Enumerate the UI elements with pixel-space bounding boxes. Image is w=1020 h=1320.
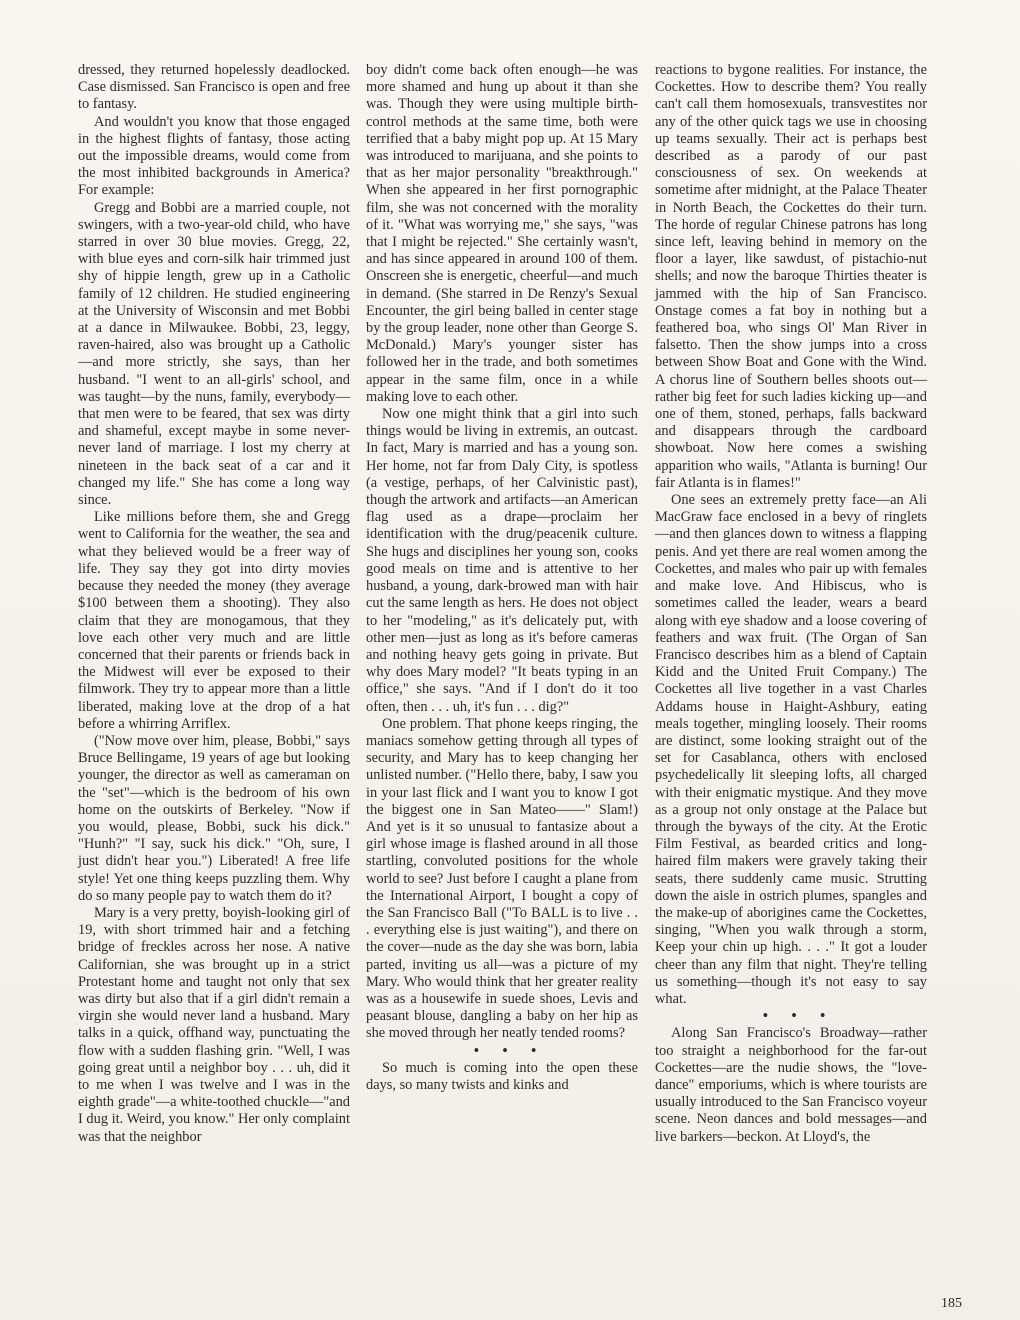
text-column-3 [655,62,927,1146]
paragraph: Mary is a very pretty, boyish-looking girl of 19, with short trimmed hair and a fetching bridge of freckles across her nose. A native Californian, she was brought up in a strict Protestant home and taught not only that sex was dirty but also that if a girl didn't remain a virgin she would never land a husband. Mary talks in a quick, offhand way, punctuating the flow with a sudden flashing grin. "Well, I was going great until a neighbor boy . . . uh, did it to me when I was twelve and I was in the eighth grade"—a white-toothed chuckle—"and I dug it. Weird, you know." Her only complaint was that the neighbor [78,904,350,1145]
paragraph: boy didn't come back often enough—he was more shamed and hung up about it than she was. Though they were using multiple birth-control methods at the same time, both were terrified that a baby might pop up. At 15 Mary was introduced to marijuana, and she points to that as her major personality "breakthrough." When she appeared in her first pornographic film, she was not concerned with the morality of it. "What was worrying me," she says, "was that I might be rejected." She certainly wasn't, and has since appeared in around 100 of them. Onscreen she is energetic, cheerful—and much in demand. (She starred in De Renzy's Sexual Encounter, the girl being balled in center stage by the group leader, none other than George S. McDonald.) Mary's younger sister has followed her in the trade, and both sometimes appear in the same film, once in a while making love to each other. [366,62,638,405]
paragraph: So much is coming into the open these days, so many twists and kinks and [366,1059,638,1093]
text-column-1 [78,62,350,1146]
paragraph: And wouldn't you know that those engaged in the highest flights of fantasy, those acting out the impossible dreams, would come from the most inhibited backgrounds in America? For example: [78,113,350,199]
paragraph: Like millions before them, she and Gregg went to California for the weather, the sea and what they believed would be a freer way of life. They say they got into dirty movies because they needed the money (they average $100 between them a shooting). They also claim that they are monogamous, that they love each other very much and are little concerned that their parents or friends back in the Midwest will ever be exposed to their filmwork. They try to appear more than a little liberated, making love at the drop of a hat before a whirring Arriflex. [78,509,350,732]
paragraph: One problem. That phone keeps ringing, the maniacs somehow getting through all types of security, and Mary has to keep changing her unlisted number. ("Hello there, baby, I saw you in your last flick and I want you to know I got the biggest one in San Mateo——" Slam!) And yet is it so unusual to fantasize about a girl whose image is flashed around in all those startling, convoluted positions for the whole world to see? Just before I caught a plane from the International Airport, I bought a copy of the San Francisco Ball ("To BALL is to live . . . everything else is just waiting"), and there on the cover—nude as the day she was born, labia parted, inviting us all—was a picture of my Mary. Who would think that her greater reality was as a housewife in suede shoes, Levis and peasant blouse, dangling a baby on her hip as she moved through her neatly tended rooms? [366,715,638,1042]
paragraph: ("Now move over him, please, Bobbi," says Bruce Bellingame, 19 years of age but looking younger, the director as well as cameraman on the "set"—which is the bedroom of his own home on the outskirts of Berkeley. "Now if you would, please, Bobbi, suck his dick." "Hunh?" "I say, suck his dick." "Oh, sure, I just didn't hear you.") Liberated! A free life style! Yet one thing keeps puzzling them. Why do so many people pay to watch them do it? [78,732,350,904]
paragraph: reactions to bygone realities. For instance, the Cockettes. How to describe them? You really can't call them homosexuals, transvestites nor any of the other quick tags we use in choosing up teams sexually. Their act is perhaps best described as a parody of our past consciousness of sex. On weekends at sometime after midnight, at the Palace Theater in North Beach, the Cockettes do their turn. The horde of regular Chinese patrons has long since left, leaving behind in memory on the floor a layer, like sawdust, of pistachio-nut shells; and now the baroque Thirties theater is jammed with the hip of San Francisco. Onstage comes a fat boy in nothing but a feathered boa, who sings Ol' Man River in falsetto. Then the show jumps into a cross between Show Boat and Gone with the Wind. A chorus line of Southern belles shoots out—rather big feet for such ladies kicking up—and one of them, stoned, perhaps, falls backward and disappears through the cardboard showboat. Now here comes a swishing apparition who wails, "Atlanta is burning! Our fair Atlanta is in flames!" [655,62,927,491]
section-break: • • • [473,1042,547,1059]
paragraph: Now one might think that a girl into such things would be living in extremis, an outcast. In fact, Mary is married and has a young son. Her home, not far from Daly City, is spotless (a vestige, perhaps, of her Calvinistic past), though the artwork and artifacts—an American flag used as a drape—proclaim her identification with the drug/peacenik culture. She hugs and disciplines her young son, cooks good meals on time and is attentive to her husband, a young, dark-browed man with hair cut the same length as hers. He does not object to her "modeling," as it's delicately put, with other men—just as long as it's before cameras and nothing heavy gets going in private. But why does Mary model? "It beats typing in an office," she says. "And if I don't do it too often, then . . . uh, it's fun . . . dig?" [366,406,638,715]
paragraph: One sees an extremely pretty face—an Ali MacGraw face enclosed in a bevy of ringlets—and then glances down to witness a flapping penis. And yet there are real women among the Cockettes, and males who pair up with females and make love. And Hibiscus, who is sometimes called the leader, wears a beard along with eye shadow and a loose covering of feathers and wax fruit. (The Organ of San Francisco describes him as a blend of Captain Kidd and the United Fruit Company.) The Cockettes all live together in a vast Charles Addams house in Haight-Ashbury, eating meals together, mingling loosely. Their rooms are distinct, some looking straight out of the set for Casablanca, others with enclosed psychedelically lit sleeping lofts, all charged with their enigmatic mystique. And they move as a group not only onstage at the Palace but through the byways of the city. At the Erotic Film Festival, as bearded critics and long-haired film makers were gravely taking their seats, there suddenly came music. Strutting down the aisle in ostrich plumes, spangles and the make-up of aborigines came the Cockettes, singing, "When you walk through a storm, Keep your chin up high. . . ." It got a louder cheer than any film that night. They're telling us something—though it's not easy to say what. [655,492,927,1007]
paragraph: Gregg and Bobbi are a married couple, not swingers, with a two-year-old child, who have starred in over 30 blue movies. Gregg, 22, with blue eyes and corn-silk hair trimmed just shy of hippie length, grew up in a Catholic family of 12 children. He studied engineering at the University of Wisconsin and met Bobbi at a dance in Milwaukee. Bobbi, 23, leggy, raven-haired, also was brought up a Catholic—and more strictly, she says, than her husband. "I went to an all-girls' school, and was taught—by the nuns, family, everybody—that men were to be feared, that sex was dirty and shameful, except maybe in some never-never land of marriage. I lost my cherry at nineteen in the back seat of a car and it changed my life." She has come a long way since. [78,199,350,509]
section-break: • • • [762,1008,836,1025]
paragraph: dressed, they returned hopelessly deadlocked. Case dismissed. San Francisco is open and free to fantasy. [78,62,350,113]
paragraph: Along San Francisco's Broadway—rather too straight a neighborhood for the far-out Cockettes—are the nudie shows, the "love-dance" emporiums, which is where tourists are usually introduced to the San Francisco voyeur scene. Neon dances and bold messages—and live barkers—beckon. At Lloyd's, the [655,1025,927,1145]
page-number: 185 [941,1296,962,1311]
text-column-2 [366,62,638,1094]
